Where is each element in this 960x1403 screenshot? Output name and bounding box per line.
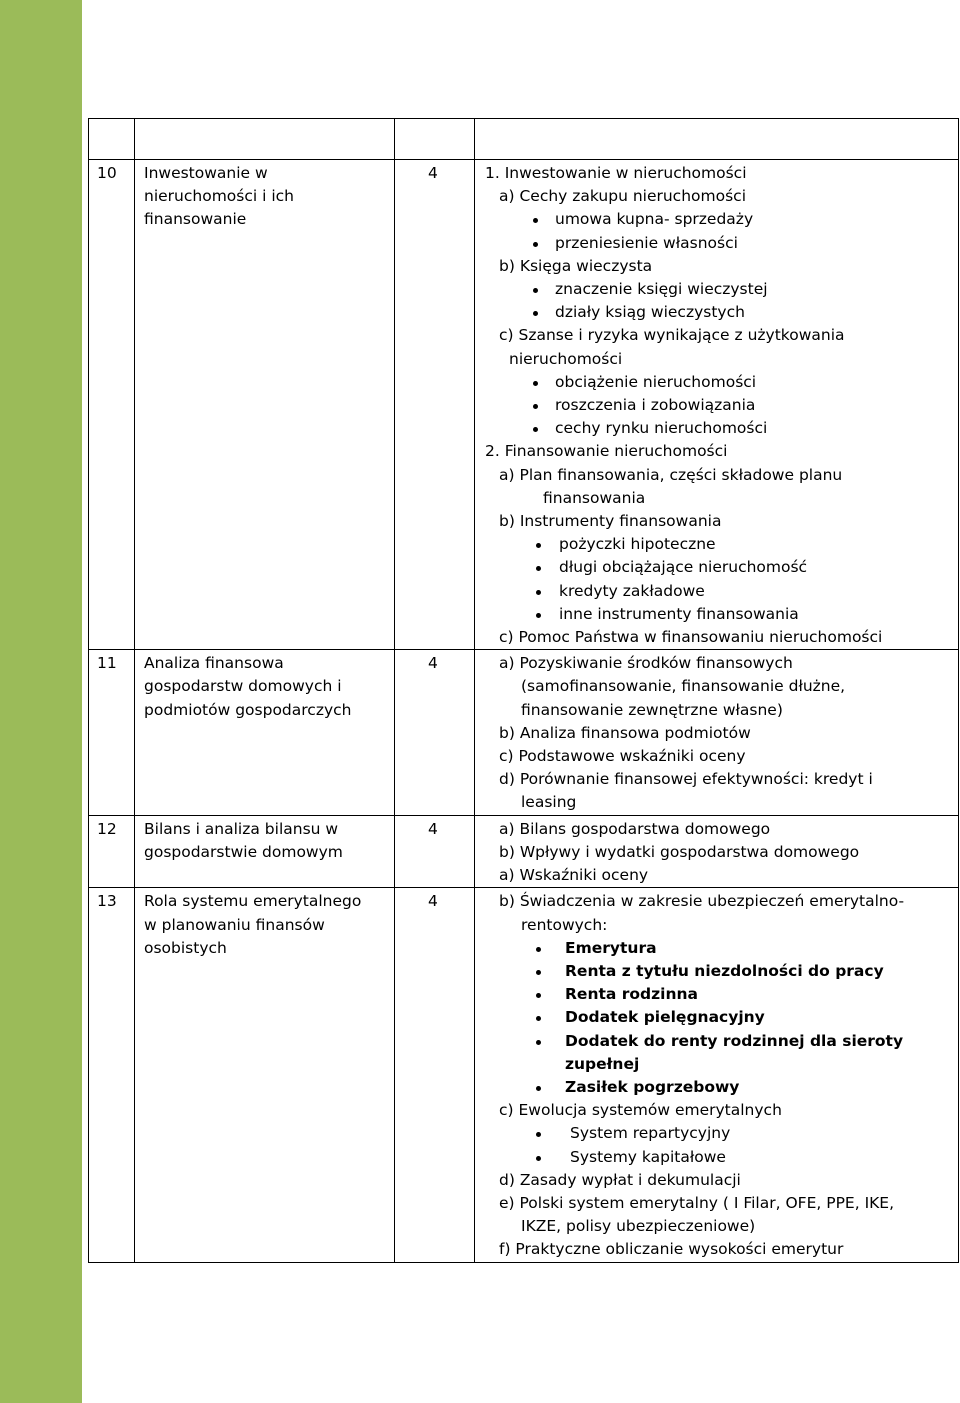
title-line: podmiotów gospodarczych <box>144 700 352 719</box>
row-title <box>135 815 395 888</box>
row-content <box>475 160 959 650</box>
subsection: c) Ewolucja systemów emerytalnych <box>499 1101 782 1120</box>
table-header-row <box>89 119 959 160</box>
row-content <box>475 888 959 1262</box>
subsection: a) Bilans gospodarstwa domowego <box>499 819 771 838</box>
subsection: b) Księga wieczysta <box>499 256 653 275</box>
subsection: f) Praktyczne obliczanie wysokości emerytur <box>499 1240 844 1259</box>
row-content <box>475 650 959 815</box>
list-item: Renta z tytułu niezdolności do pracy <box>475 960 952 983</box>
table-row <box>89 160 959 650</box>
header-cell-num <box>89 119 135 160</box>
subsection-wrap: IKZE, polisy ubezpieczeniowe) <box>521 1217 756 1236</box>
list-item: Renta rodzinna <box>475 983 952 1006</box>
row-number: 12 <box>89 815 135 888</box>
title-line: gospodarstwie domowym <box>144 842 343 861</box>
list-item: Dodatek do renty rodzinnej dla sieroty <box>475 1030 952 1053</box>
title-line: gospodarstw domowych i <box>144 677 342 696</box>
subsection: a) Plan finansowania, części składowe planu <box>499 465 843 484</box>
subsection: e) Polski system emerytalny ( I Filar, OFE, PPE, IKE, <box>499 1193 895 1212</box>
title-line: w planowaniu finansów <box>144 915 325 934</box>
subsection: b) Wpływy i wydatki gospodarstwa domowego <box>499 842 860 861</box>
list-item: kredyty zakładowe <box>475 580 952 603</box>
title-line: Inwestowanie w <box>144 164 268 182</box>
subsection: b) Instrumenty finansowania <box>499 512 722 531</box>
list-item: obciążenie nieruchomości <box>475 371 952 394</box>
list-item: Systemy kapitałowe <box>475 1146 952 1169</box>
curriculum-table <box>88 118 959 1263</box>
row-hours: 4 <box>395 888 475 1262</box>
row-content <box>475 815 959 888</box>
subsection: c) Szanse i ryzyka wynikające z użytkowania <box>499 326 845 345</box>
subsection-wrap: (samofinansowanie, finansowanie dłużne, <box>521 677 846 696</box>
list-item: umowa kupna- sprzedaży <box>475 208 952 231</box>
list-item: inne instrumenty finansowania <box>475 603 952 626</box>
section-heading: 1. Inwestowanie w nieruchomości <box>485 164 747 182</box>
list-item: pożyczki hipoteczne <box>475 533 952 556</box>
subsection: c) Pomoc Państwa w finansowaniu nieruchomości <box>499 628 883 647</box>
list-item: przeniesienie własności <box>475 232 952 255</box>
list-item: cechy rynku nieruchomości <box>475 417 952 440</box>
title-line: osobistych <box>144 938 227 957</box>
row-number: 11 <box>89 650 135 815</box>
subsection: b) Analiza finansowa podmiotów <box>499 723 751 742</box>
table-row <box>89 650 959 815</box>
list-item-wrap: zupełnej <box>565 1054 640 1073</box>
list-item: Emerytura <box>475 937 952 960</box>
list-item: Zasiłek pogrzebowy <box>475 1076 952 1099</box>
table-row <box>89 815 959 888</box>
subsection-wrap: finansowania <box>543 488 646 507</box>
title-line: Rola systemu emerytalnego <box>144 892 362 911</box>
list-item: działy ksiąg wieczystych <box>475 301 952 324</box>
subsection: a) Pozyskiwanie środków finansowych <box>499 654 793 673</box>
row-title <box>135 650 395 815</box>
header-cell-title <box>135 119 395 160</box>
subsection: b) Świadczenia w zakresie ubezpieczeń emerytalno- <box>499 892 905 911</box>
title-line: Bilans i analiza bilansu w <box>144 819 339 838</box>
row-title <box>135 888 395 1262</box>
row-number: 13 <box>89 888 135 1262</box>
row-hours: 4 <box>395 650 475 815</box>
list-item: Dodatek pielęgnacyjny <box>475 1006 952 1029</box>
section-heading: 2. Finansowanie nieruchomości <box>485 442 728 461</box>
table-row <box>89 888 959 1262</box>
row-hours: 4 <box>395 160 475 650</box>
list-item: długi obciążające nieruchomość <box>475 556 952 579</box>
title-line: nieruchomości i ich <box>144 187 294 206</box>
header-cell-content <box>475 119 959 160</box>
title-line: finansowanie <box>144 210 247 229</box>
subsection-wrap: finansowanie zewnętrzne własne) <box>521 700 783 719</box>
subsection-wrap: rentowych: <box>521 915 608 934</box>
row-hours: 4 <box>395 815 475 888</box>
subsection: a) Cechy zakupu nieruchomości <box>499 187 747 206</box>
subsection: d) Porównanie finansowej efektywności: kredyt i <box>499 770 873 789</box>
title-line: Analiza finansowa <box>144 654 284 673</box>
green-accent-bar <box>0 0 82 1403</box>
list-item: roszczenia i zobowiązania <box>475 394 952 417</box>
list-item: System repartycyjny <box>475 1122 952 1145</box>
row-number: 10 <box>89 160 135 650</box>
row-title <box>135 160 395 650</box>
subsection-wrap: nieruchomości <box>509 349 623 368</box>
list-item: znaczenie księgi wieczystej <box>475 278 952 301</box>
subsection: c) Podstawowe wskaźniki oceny <box>499 747 746 766</box>
header-cell-hours <box>395 119 475 160</box>
subsection: a) Wskaźniki oceny <box>499 866 649 885</box>
subsection-wrap: leasing <box>521 793 577 812</box>
subsection: d) Zasady wypłat i dekumulacji <box>499 1170 741 1189</box>
